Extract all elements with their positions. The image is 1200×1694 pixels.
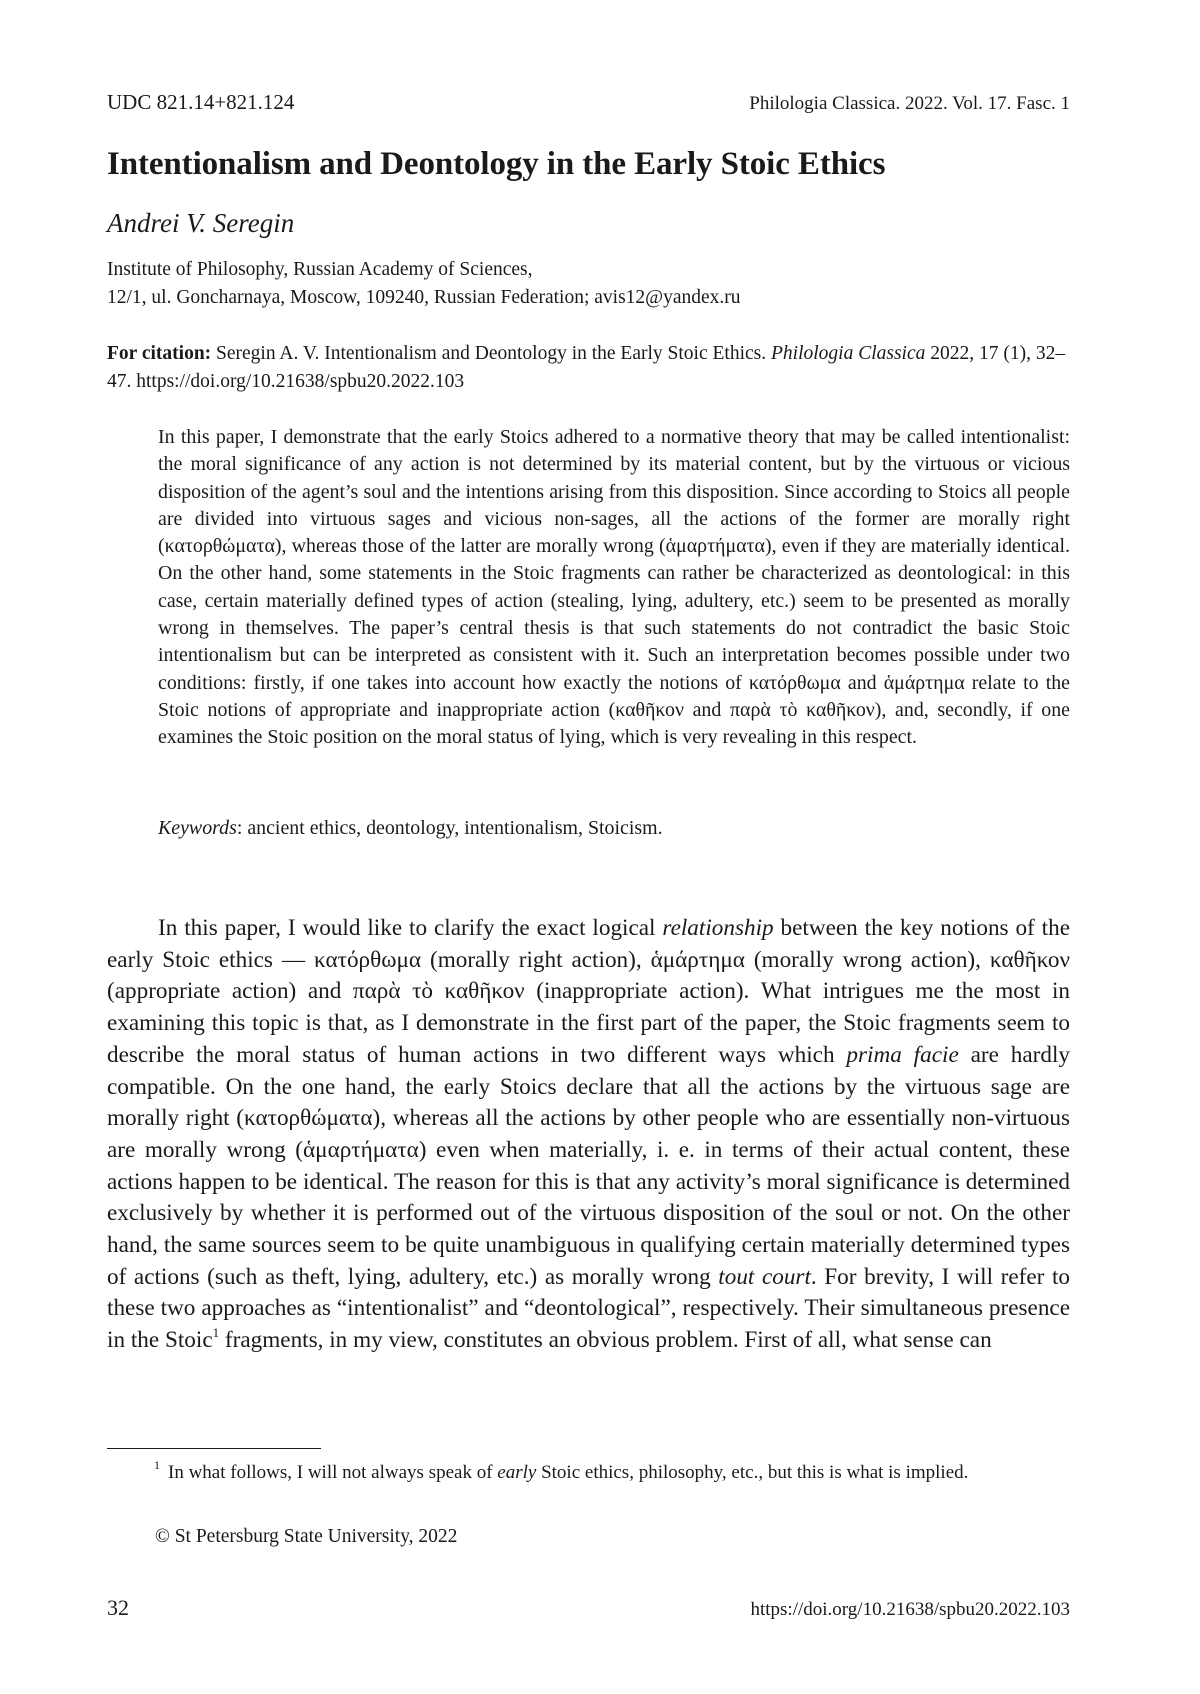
- author-affiliation: [107, 256, 741, 312]
- body-text-segment: fragments, in my view, constitutes an obvious problem. First of all, what sense can: [219, 1327, 992, 1354]
- footnote-emphasis: early: [497, 1462, 537, 1483]
- citation-label: For citation:: [107, 343, 212, 364]
- keywords-list: : ancient ethics, deontology, intentionalism, Stoicism.: [236, 817, 663, 839]
- article-title: Intentionalism and Deontology in the Early Stoic Ethics: [107, 146, 886, 182]
- copyright-notice: © St Petersburg State University, 2022: [155, 1526, 458, 1547]
- affiliation-line: Institute of Philosophy, Russian Academy of Sciences,: [107, 259, 533, 280]
- footnote: [107, 1457, 1070, 1486]
- journal-reference: Philologia Classica. 2022. Vol. 17. Fasc. 1: [749, 93, 1070, 114]
- keywords: [158, 814, 663, 842]
- body-text-segment: are hardly compatible. On the one hand, the early Stoics declare that all the actions by the virtuous sage are morally right (κατορθώματα), whereas all the actions by other people who are essentially non-virtuous are morally wrong (ἁμαρτήματα) even when materially, i. e. in terms of their actual content, these actions happen to be identical. The reason for this is that any activity’s moral significance is determined exclusively by whether it is performed out of the virtuous disposition of the soul or not. On the other hand, the same sources seem to be quite unambiguous in qualifying certain materially determined types of actions (such as theft, lying, adultery, etc.) as morally wrong: [107, 1041, 1071, 1290]
- body-emphasis: relationship: [662, 915, 774, 941]
- author-name: Andrei V. Seregin: [107, 208, 295, 238]
- affiliation-address-line: 12/1, ul. Goncharnaya, Moscow, 109240, Russian Federation; avis12@yandex.ru: [107, 287, 741, 308]
- body-emphasis: prima facie: [846, 1041, 959, 1068]
- footnote-mark: 1: [154, 1457, 160, 1472]
- footnote-text: In what follows, I will not always speak of: [168, 1462, 498, 1483]
- doi-link[interactable]: https://doi.org/10.21638/spbu20.2022.103: [750, 1599, 1070, 1620]
- footnote-divider: [107, 1448, 321, 1449]
- udc-code: UDC 821.14+821.124: [107, 90, 295, 114]
- body-text-segment: In this paper, I would like to clarify the exact logical: [158, 915, 663, 941]
- body-text-segment: . For brevity, I will refer to these two approaches as “intentionalist” and “deontological”, respectively. Their simultaneous presence in the Stoic: [107, 1263, 1070, 1354]
- citation-details: 2022, 17 (1), 32–47. https://doi.org/10.21638/spbu20.2022.103: [107, 343, 1066, 392]
- body-paragraph: [107, 913, 1070, 1357]
- citation-journal: Philologia Classica: [771, 343, 926, 364]
- citation-block: [107, 340, 1070, 396]
- abstract: In this paper, I demonstrate that the early Stoics adhered to a normative theory that may be called intentionalist: the moral significance of any action is not determined by its material content, but by the virtuous or vicious disposition of the agent’s soul and the intentions arising from this disposition. Since according to Stoics all people are divided into virtuous sages and vicious non-sages, all the actions of the former are morally right (κατορθώματα), whereas those of the latter are morally wrong (ἁμαρτήματα), even if they are materially identical. On the other hand, some statements in the Stoic fragments can rather be characterized as deontological: in this case, certain materially defined types of action (stealing, lying, adultery, etc.) seem to be presented as morally wrong in themselves. The paper’s central thesis is that such statements do not contradict the basic Stoic intentionalism but can be interpreted as consistent with it. Such an interpretation becomes possible under two conditions: firstly, if one takes into account how exactly the notions of κατόρθωμα and ἁμάρτημα relate to the Stoic notions of appropriate and inappropriate action (καθῆκον and παρὰ τὸ καθῆκον), and, secondly, if one examines the Stoic position on the moral status of lying, which is very revealing in this respect.: [158, 426, 1070, 749]
- page-number: 32: [107, 1595, 129, 1620]
- footnote-reference[interactable]: 1: [212, 1325, 220, 1341]
- paper-page: [107, 0, 1070, 1694]
- body-text-segment: between the key notions of the early Stoic ethics — κατόρθωμα (morally right action), ἁμάρτημα (morally wrong action), καθῆκον (appropriate action) and παρὰ τὸ καθῆκον (inappropriate action). What intrigues me the most in examining this topic is that, as I demonstrate in the first part of the paper, the Stoic fragments seem to describe the moral status of human actions in two different ways which: [107, 915, 1071, 1068]
- footnote-text: Stoic ethics, philosophy, etc., but this is what is implied.: [536, 1462, 969, 1483]
- page-footer: [107, 1595, 1070, 1621]
- keywords-label: Keywords: [158, 817, 237, 839]
- body-emphasis: tout court: [718, 1263, 811, 1290]
- citation-text: Seregin A. V. Intentionalism and Deontology in the Early Stoic Ethics.: [211, 343, 771, 364]
- running-header: [107, 90, 1070, 115]
